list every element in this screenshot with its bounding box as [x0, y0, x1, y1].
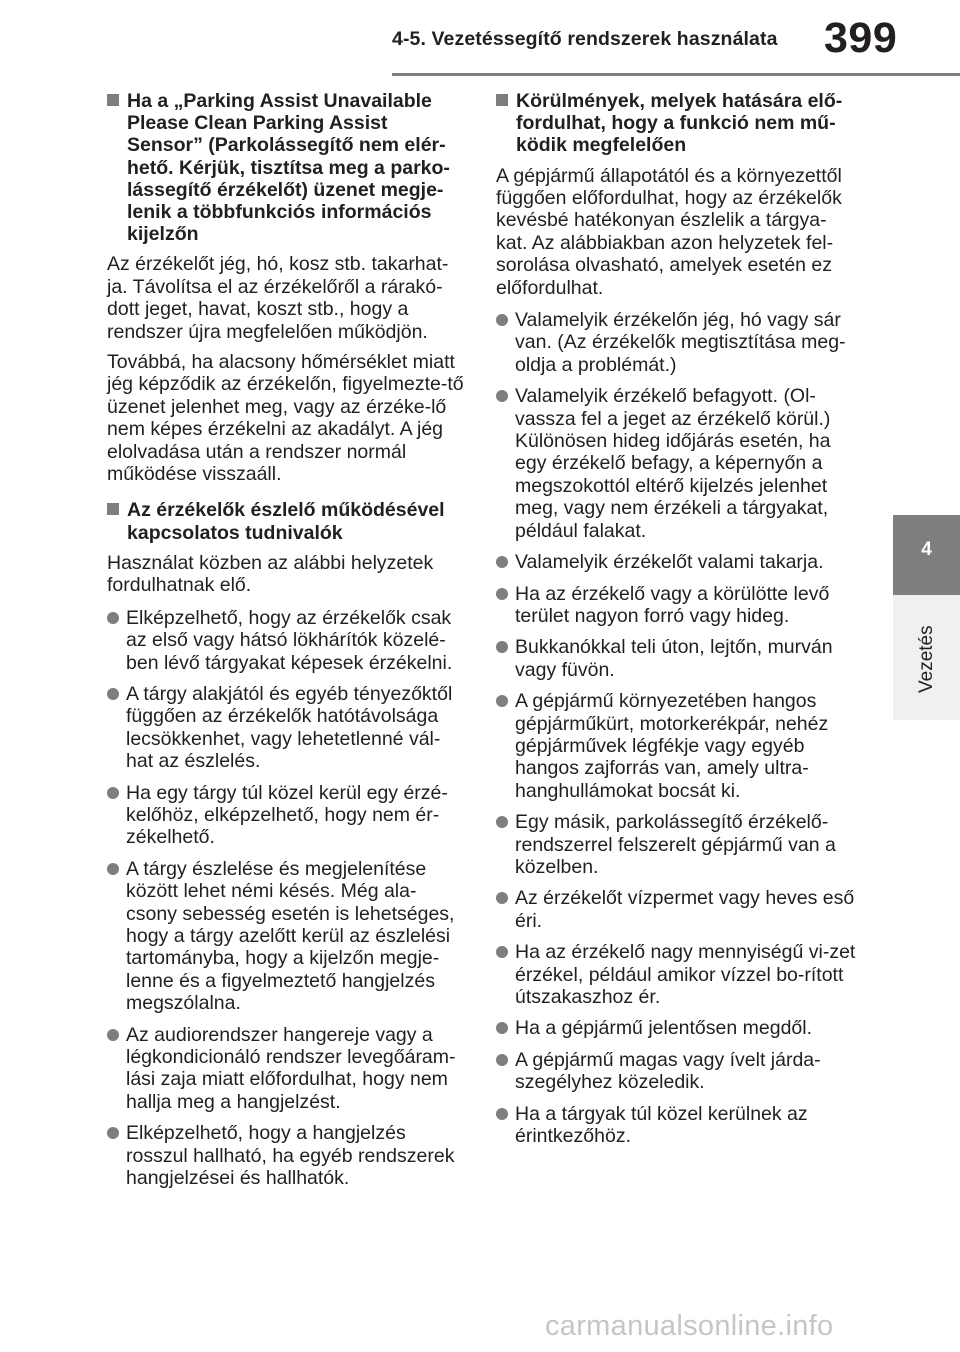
- bullet-dot-icon: [496, 1022, 508, 1034]
- paragraph: Továbbá, ha alacsony hőmérséklet miatt jég képződik az érzékelőn, figyelmezte-tő üzenet jelenhet meg, vagy az érzéke-lő nem képes érzékelni az akadályt. A jég elolvadása után a rendszer normál működése visszaáll.: [107, 351, 464, 486]
- page-header: [0, 0, 960, 86]
- square-bullet-icon: [107, 94, 119, 106]
- list-item: A tárgy észlelése és megjelenítése között lehet némi késés. Még ala-csony sebesség esetén is lehetséges, hogy a tárgy azelőtt kerül az észlelési tartományba, hogy a kijelzőn megje-lenne és a figyelmeztető hangjelzés megszólalna.: [107, 858, 465, 1015]
- list-item: Elképzelhető, hogy a hangjelzés rosszul hallható, ha egyéb rendszerek hangjelzései és hallhatók.: [107, 1122, 465, 1189]
- list-item: A tárgy alakjától és egyéb tényezőktől függően az érzékelők hatótávolsága lecsökkenhet, vagy lehetetlenné vál-hat az észlelés.: [107, 683, 465, 773]
- watermark: carmanualsonline.info: [545, 1310, 834, 1342]
- bullet-dot-icon: [496, 641, 508, 653]
- chapter-tab-label-area: [893, 595, 960, 720]
- list-item: A gépjármű környezetében hangos gépjárműkürt, motorkerékpár, nehéz gépjárművek légfékje vagy egyéb hangos zajforrás van, amely ultra-hanghullámokat bocsát ki.: [496, 690, 858, 802]
- chapter-title: 4-5. Vezetéssegítő rendszerek használata: [392, 28, 778, 50]
- section-heading: [107, 499, 465, 543]
- page-number: 399: [824, 14, 898, 62]
- list-item: Az érzékelőt vízpermet vagy heves eső éri.: [496, 887, 858, 932]
- bullet-dot-icon: [496, 588, 508, 600]
- paragraph: A gépjármű állapotától és a környezettől függően előfordulhat, hogy az érzékelők kevésbé hatékonyan észlelik a tárgya-kat. Az alábbiakban azon helyzetek fel-sorolása olvasható, amelyek esetén ez előfordulhat.: [496, 164, 842, 299]
- section-heading: [496, 90, 858, 157]
- list-item: Ha az érzékelő vagy a körülötte levő terület nagyon forró vagy hideg.: [496, 583, 858, 628]
- paragraph: Használat közben az alábbi helyzetek fordulhatnak elő.: [107, 551, 434, 597]
- list-item: Elképzelhető, hogy az érzékelők csak az első vagy hátsó lökhárítók közelé-ben lévő tárgyakat képesek érzékelni.: [107, 607, 465, 674]
- list-item: Egy másik, parkolássegítő érzékelő-rendszerrel felszerelt gépjármű van a közelben.: [496, 811, 858, 878]
- section-heading-text: Az érzékelők észlelő működésével kapcsolatos tudnivalók: [127, 499, 445, 544]
- bullet-dot-icon: [107, 1029, 119, 1041]
- bullet-dot-icon: [107, 1127, 119, 1139]
- bullet-dot-icon: [107, 787, 119, 799]
- bullet-dot-icon: [496, 695, 508, 707]
- square-bullet-icon: [496, 94, 508, 106]
- section-heading: [107, 90, 465, 245]
- chapter-tab-label: Vezetés: [916, 625, 937, 693]
- list-item: Ha egy tárgy túl közel kerül egy érzé-kelőhöz, elképzelhető, hogy nem ér-zékelhető.: [107, 782, 465, 849]
- bullet-dot-icon: [107, 612, 119, 624]
- list-item: Ha az érzékelő nagy mennyiségű vi-zet érzékel, például amikor vízzel bo-rított útszakaszhoz ér.: [496, 941, 858, 1008]
- chapter-tab-number: 4: [921, 539, 932, 560]
- section-heading-text: Körülmények, melyek hatására elő-fordulhat, hogy a funkció nem mű-ködik megfelelően: [516, 90, 843, 157]
- list-item: Valamelyik érzékelőn jég, hó vagy sár van. (Az érzékelők megtisztítása meg-oldja a problémát.): [496, 309, 858, 376]
- bullet-dot-icon: [107, 688, 119, 700]
- bullet-dot-icon: [496, 390, 508, 402]
- bullet-dot-icon: [496, 816, 508, 828]
- bullet-dot-icon: [496, 946, 508, 958]
- list-item: Valamelyik érzékelőt valami takarja.: [496, 551, 858, 573]
- header-rule: [392, 73, 960, 76]
- bullet-dot-icon: [496, 1054, 508, 1066]
- section-heading-text: Ha a „Parking Assist Unavailable Please Clean Parking Assist Sensor” (Parkolássegítő nem elér-hető. Kérjük, tisztítsa meg a parko-lássegítő érzékelőt) üzenet megje-lenik a többfunkciós információs kijelzőn: [127, 90, 450, 246]
- list-item: A gépjármű magas vagy ívelt járda-szegélyhez közeledik.: [496, 1049, 858, 1094]
- bullet-dot-icon: [496, 556, 508, 568]
- bullet-dot-icon: [107, 863, 119, 875]
- paragraph: Az érzékelőt jég, hó, kosz stb. takarhat-ja. Távolítsa el az érzékelőről a rárakó-dott jeget, havat, koszt stb., hogy a rendszer újra megfelelően működjön.: [107, 253, 449, 343]
- bullet-dot-icon: [496, 314, 508, 326]
- right-column: [496, 90, 858, 1156]
- list-item: Valamelyik érzékelő befagyott. (Ol-vassza fel a jeget az érzékelő körül.) Különösen hideg időjárás esetén, ha egy érzékelő befagy, a képernyőn a megszokottól eltérő kijelzés jelenhet meg, vagy nem érzékeli a tárgyakat, például falakat.: [496, 385, 858, 542]
- list-item: Bukkanókkal teli úton, lejtőn, murván vagy füvön.: [496, 636, 858, 681]
- list-item: Ha a tárgyak túl közel kerülnek az érintkezőhöz.: [496, 1103, 858, 1148]
- bullet-dot-icon: [496, 892, 508, 904]
- left-column: [107, 90, 465, 1198]
- list-item: Az audiorendszer hangereje vagy a légkondicionáló rendszer levegőáram-lási zaja miatt előfordulhat, hogy nem hallja meg a hangjelzést.: [107, 1024, 465, 1114]
- list-item: Ha a gépjármű jelentősen megdől.: [496, 1017, 858, 1039]
- square-bullet-icon: [107, 503, 119, 515]
- bullet-dot-icon: [496, 1108, 508, 1120]
